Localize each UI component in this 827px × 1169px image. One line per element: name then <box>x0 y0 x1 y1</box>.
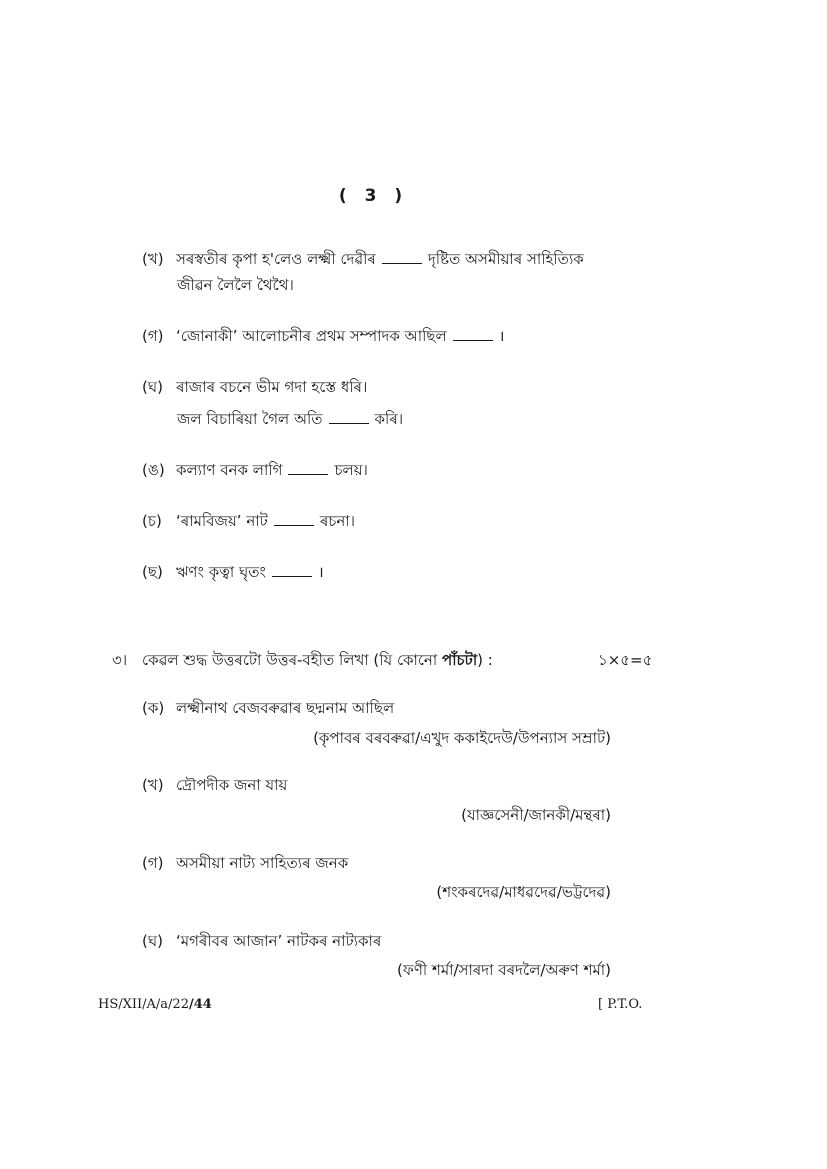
answer-blank <box>329 422 369 424</box>
question-text: ‘ৰামবিজয়’ নাট <box>176 512 268 530</box>
question-text-continuation: জীৱন লৈলৈ থৈথৈ। <box>177 276 294 294</box>
question-2-gha <box>142 376 367 401</box>
question-text: চলয়। <box>334 461 368 479</box>
question-2-chha <box>142 561 324 586</box>
item-label: (ঘ) <box>142 378 163 396</box>
question-text: অসমীয়া নাট্য সাহিত্যৰ জনক <box>176 854 349 872</box>
question-3-kha <box>142 774 287 799</box>
question-text: । <box>498 327 505 345</box>
page-number: ( 3 ) <box>338 186 409 206</box>
answer-blank <box>453 339 493 341</box>
question-text: ‘জোনাকী’ আলোচনীৰ প্ৰথম সম্পাদক আছিল <box>176 327 447 345</box>
question-text: লক্ষ্মীনাথ বেজবৰুৱাৰ ছদ্মনাম আছিল <box>176 699 395 717</box>
answer-blank <box>288 473 328 475</box>
question-text: ৰচনা। <box>319 512 356 530</box>
question-2-gha-line2 <box>177 408 403 433</box>
answer-blank <box>382 262 422 264</box>
instruction-text: কেৱল শুদ্ধ উত্তৰটো উত্তৰ-বহীত লিখা (যি কোনো <box>142 651 438 669</box>
answer-options: (কৃপাবৰ বৰবৰুৱা/এখুদ ককাইদেউ/উপন্যাস সম্ৰাট) <box>313 729 611 747</box>
item-label: (গ) <box>142 854 164 872</box>
question-text: কল্যাণ বনক লাগি <box>176 461 283 479</box>
question-text: জল বিচাৰিয়া গৈল অতি <box>177 410 323 428</box>
question-text: ৰাজাৰ বচনে ভীম গদা হস্তে ধৰি। <box>176 378 368 396</box>
item-label: (ঘ) <box>142 932 163 950</box>
answer-options: (যাজ্ঞসেনী/জানকী/মন্থৰা) <box>461 806 611 824</box>
question-text: ঋণং কৃত্বা ঘৃতং <box>176 563 266 581</box>
item-label: (চ) <box>142 512 162 530</box>
question-text: সৰস্বতীৰ কৃপা হ'লেও লক্ষ্মী দেৱীৰ <box>176 250 376 268</box>
instruction-emphasis: পাঁচটা <box>442 651 478 669</box>
answer-options: (শংকৰদেৱ/মাধৱদেৱ/ভট্টদেৱ) <box>436 883 611 901</box>
paper-code <box>98 997 212 1012</box>
item-label: (খ) <box>142 250 164 268</box>
question-2-cha <box>142 510 355 535</box>
question-text: দৃষ্টিত অসমীয়াৰ সাহিত্যিক <box>427 250 584 268</box>
answer-blank <box>274 524 314 526</box>
question-text: । <box>317 563 324 581</box>
question-3-gha <box>142 930 381 955</box>
marks: ১×৫=৫ <box>598 651 653 669</box>
question-text: ‘মগৰীবৰ আজান’ নাটকৰ নাট্যকাৰ <box>176 932 382 950</box>
paper-code-suffix: /44 <box>188 997 212 1012</box>
answer-blank <box>272 575 312 577</box>
item-label: (খ) <box>142 776 164 794</box>
question-3-ga <box>142 852 348 877</box>
question-2-kh <box>142 248 584 273</box>
item-label: (ছ) <box>142 563 163 581</box>
question-2-ga <box>142 325 504 350</box>
pto-note: [ P.T.O. <box>598 997 643 1012</box>
question-2-nga <box>142 459 368 484</box>
answer-options: (ফণী শৰ্মা/সাৰদা বৰদলৈ/অৰুণ শৰ্মা) <box>397 961 611 979</box>
question-3-ka <box>142 697 394 722</box>
question-text: দ্ৰৌপদীক জনা যায় <box>176 776 288 794</box>
instruction-text: ) : <box>477 651 493 669</box>
paper-code-prefix: HS/XII/A/a/22 <box>98 997 189 1012</box>
question-text: কৰি। <box>374 410 404 428</box>
question-3-instruction <box>112 649 493 674</box>
question-number: ৩। <box>112 651 128 669</box>
item-label: (ক) <box>142 699 165 717</box>
item-label: (গ) <box>142 327 164 345</box>
item-label: (ঙ) <box>142 461 165 479</box>
